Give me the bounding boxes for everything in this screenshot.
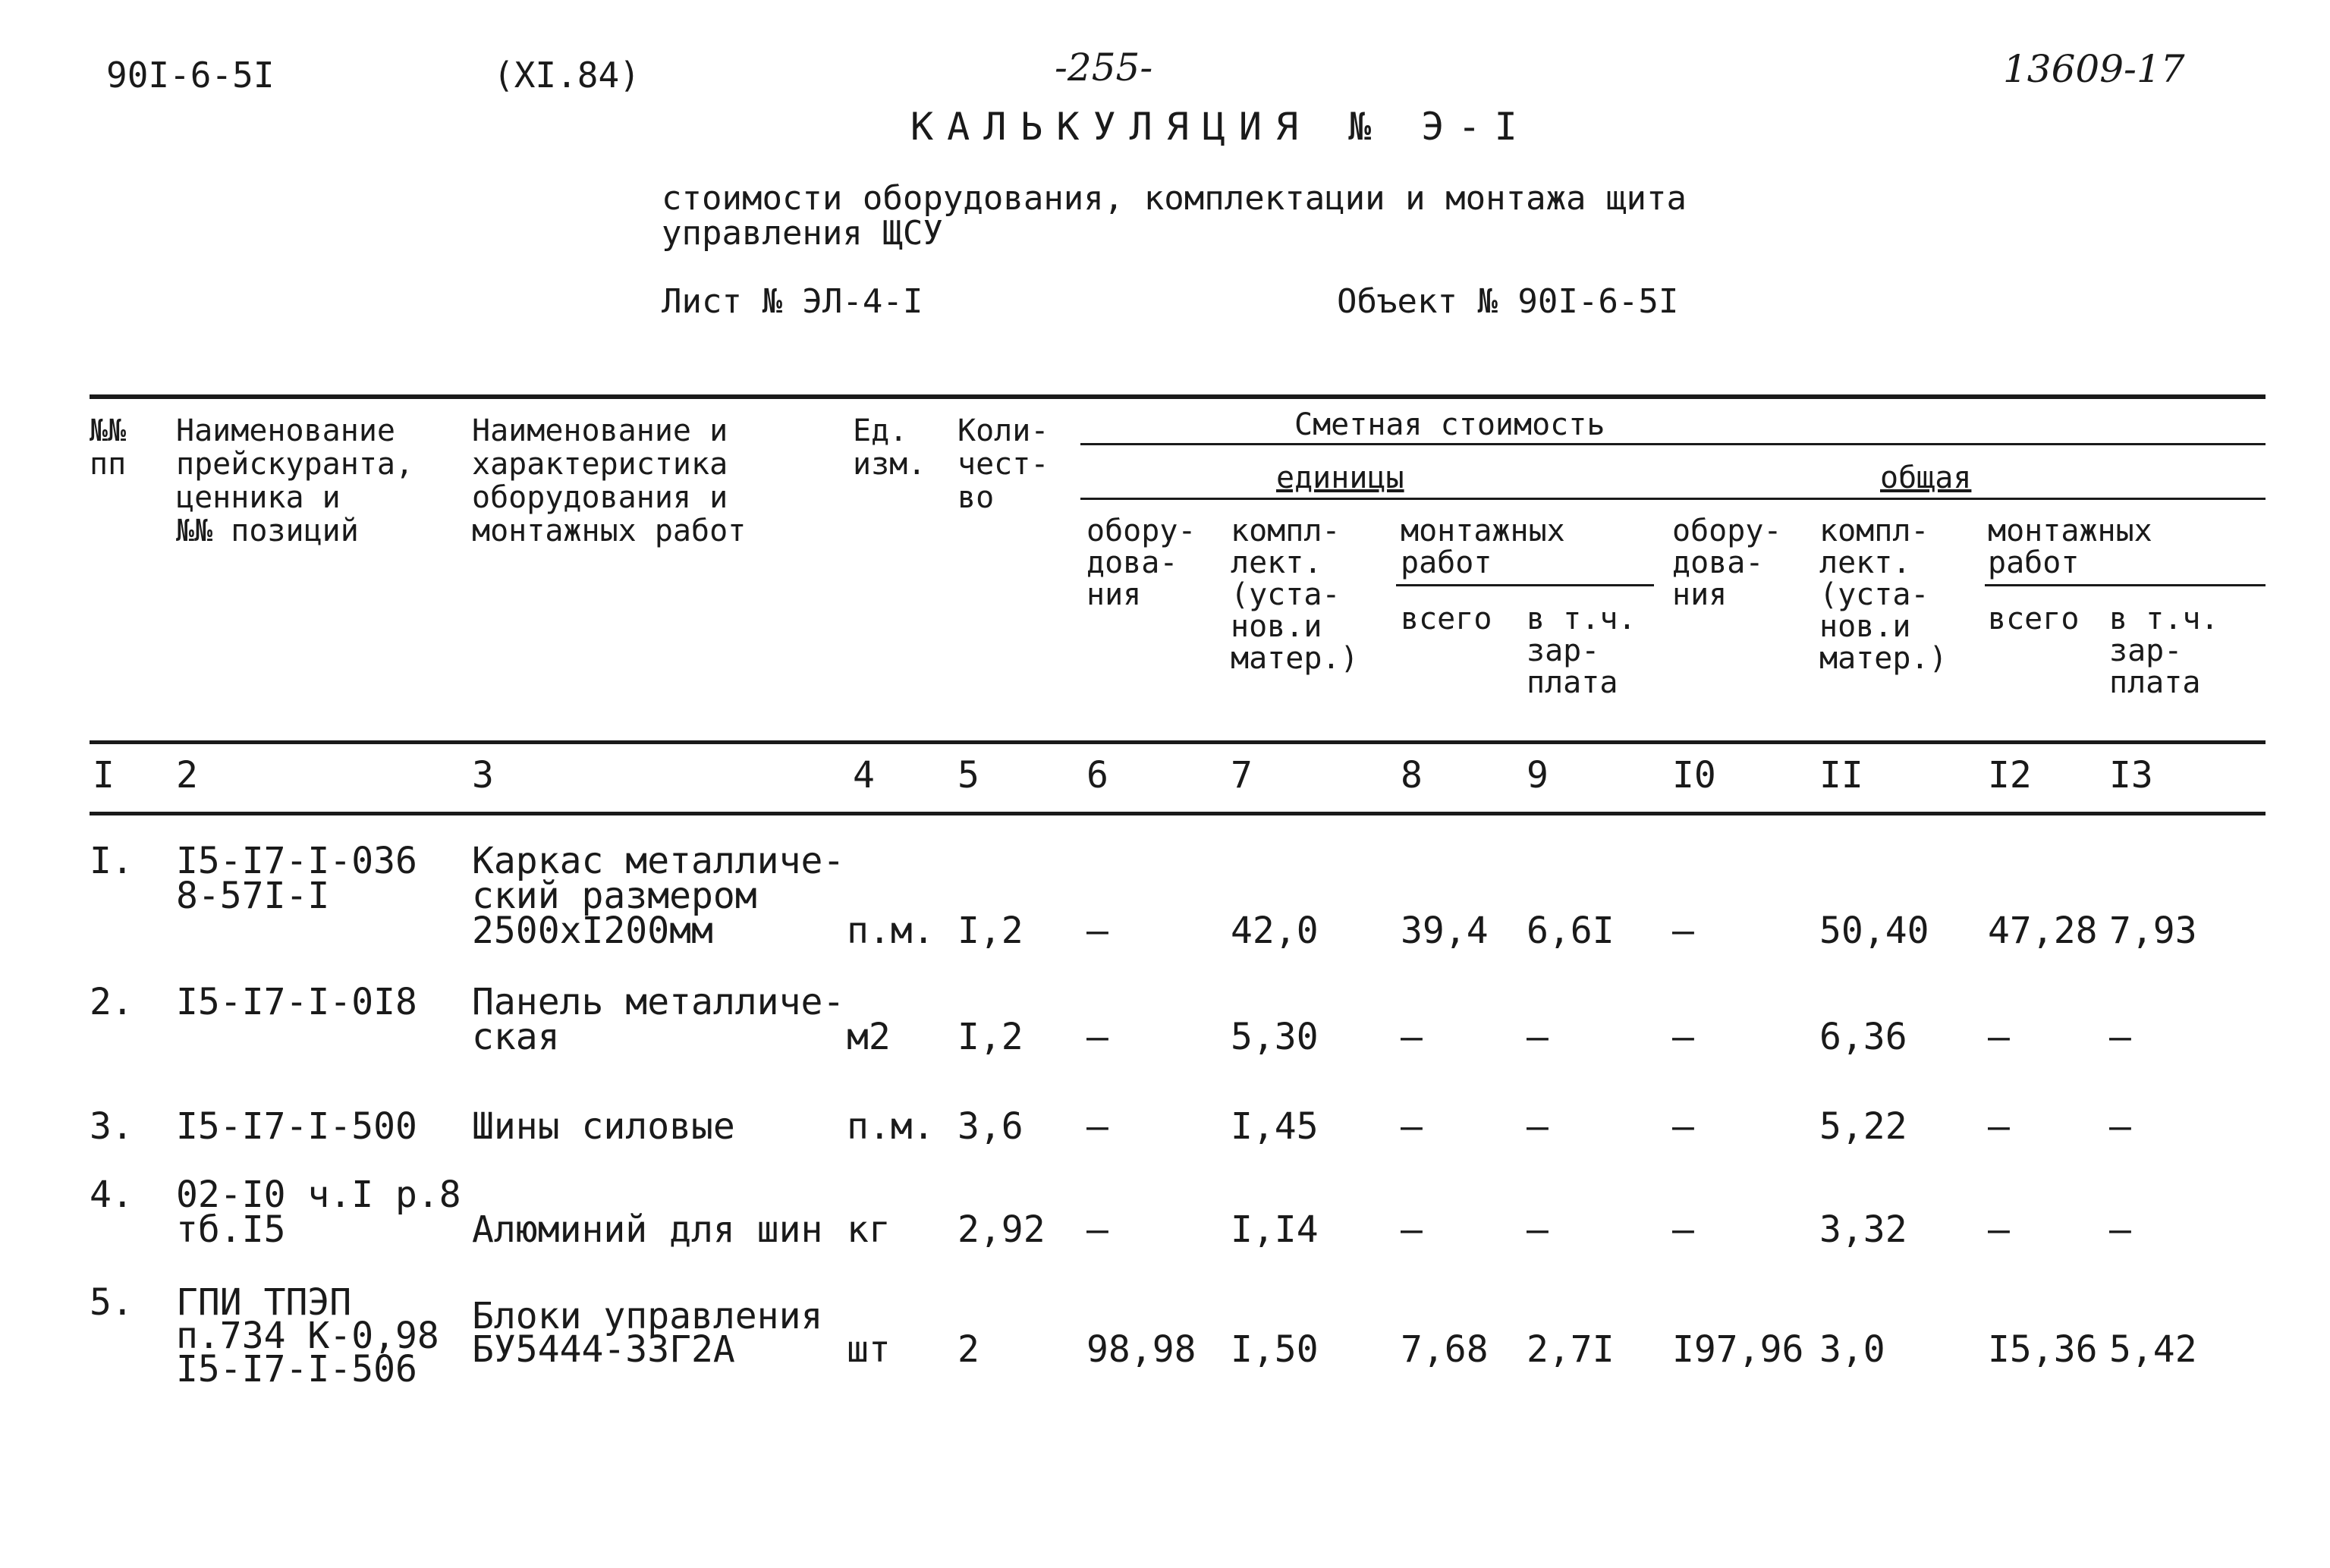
mount-rule-total [1985,584,2266,586]
unit-equipment: 98,98 [1086,1328,1196,1371]
total-complect: 3,32 [1819,1208,1907,1251]
total-mount-salary: – [2109,1105,2131,1148]
unit-mount-salary: – [1527,1016,1549,1058]
quantity: 2 [957,1328,979,1371]
total-complect: 6,36 [1819,1016,1907,1058]
header-total-mount-2: работ [1988,545,2080,580]
header-per-unit: единицы [1276,460,1404,495]
page-number: -255- [1055,46,1153,90]
column-numbers-rule [90,812,2266,815]
header-col5-line2: чест- [957,447,1049,482]
object-number: Объект № 90I-6-5I [1337,282,1679,321]
column-number: 8 [1401,754,1423,797]
unit-mount-salary: – [1527,1105,1549,1148]
unit-complect: I,I4 [1231,1208,1319,1251]
table-top-rule [90,394,2266,399]
header-total-equip-3: ния [1672,577,1728,612]
unit-mount-total: 39,4 [1401,910,1489,952]
column-number: 7 [1231,754,1253,797]
column-number: 2 [176,754,198,797]
price-code: тб.I5 [176,1208,286,1251]
price-code: I5-I7-I-500 [176,1105,417,1148]
header-total-complect-3: (уста- [1819,577,1929,612]
item-name: ский размером [472,875,757,917]
unit-mount-salary: 2,7I [1527,1328,1615,1371]
header-total-equip-1: обору- [1672,514,1782,548]
price-code: I5-I7-I-0I8 [176,981,417,1023]
subtitle-line-2: управления ЩСУ [662,214,943,253]
header-col4-line2: изм. [853,447,926,482]
quantity: 3,6 [957,1105,1024,1148]
header-total-all: всего [1988,602,2080,636]
mount-rule-unit [1396,584,1654,586]
header-unit-salary-1: в т.ч. [1527,602,1637,636]
unit: кг [847,1208,891,1251]
unit-equipment: – [1086,1208,1108,1251]
header-unit-complect-2: лект. [1231,545,1322,580]
unit: п.м. [847,910,935,952]
header-total-complect-4: нов.и [1819,609,1911,644]
header-col4-line1: Ед. [853,413,908,448]
header-col3-line1: Наименование и [472,413,728,448]
unit-complect: 42,0 [1231,910,1319,952]
unit-mount-total: – [1401,1208,1423,1251]
unit-equipment: – [1086,910,1108,952]
header-total-equip-2: дова- [1672,545,1764,580]
header-col1-line2: пп [90,447,127,482]
total-mount-salary: – [2109,1208,2131,1251]
header-unit-mount-1: монтажных [1401,514,1565,548]
item-name: ская [472,1016,560,1058]
item-name: Шины силовые [472,1105,735,1148]
header-col3-line4: монтажных работ [472,514,747,548]
unit-mount-total: – [1401,1105,1423,1148]
header-col2-line1: Наименование [176,413,395,448]
header-unit-complect-4: нов.и [1231,609,1322,644]
unit-mount-salary: – [1527,1208,1549,1251]
column-number: I2 [1988,754,2032,797]
column-number: 9 [1527,754,1549,797]
header-unit-mount-2: работ [1401,545,1492,580]
header-unit-complect-5: матер.) [1231,641,1359,676]
column-number: 3 [472,754,494,797]
total-mount-total: I5,36 [1988,1328,2098,1371]
header-total-complect-2: лект. [1819,545,1911,580]
item-name: Блоки управления [472,1295,823,1337]
item-name: Каркас металличе- [472,840,845,882]
subtitle-line-1: стоимости оборудования, комплектации и монтажа щита [662,179,1687,218]
group-rule-2 [1080,498,2266,500]
header-total-salary-3: плата [2109,665,2201,700]
column-number: 5 [957,754,979,797]
total-mount-total: – [1988,1105,2010,1148]
total-complect: 3,0 [1819,1328,1885,1371]
row-number: 5. [90,1281,134,1324]
header-total-salary-2: зар- [2109,633,2183,668]
sheet-number: Лист № ЭЛ-4-I [662,282,923,321]
header-unit-complect-3: (уста- [1231,577,1341,612]
unit-mount-total: 7,68 [1401,1328,1489,1371]
date-code: (XI.84) [493,55,640,96]
column-number: I0 [1672,754,1716,797]
column-number: 4 [853,754,875,797]
header-total-mount-1: монтажных [1988,514,2152,548]
item-name: БУ5444-33Г2А [472,1328,735,1371]
item-name: Алюминий для шин [472,1208,823,1251]
total-mount-total: 47,28 [1988,910,2098,952]
header-total-complect-5: матер.) [1819,641,1948,676]
total-equipment: – [1672,910,1694,952]
group-rule-1 [1080,443,2266,445]
header-unit-equip-3: ния [1086,577,1142,612]
header-unit-salary-3: плата [1527,665,1618,700]
header-col3-line3: оборудования и [472,480,728,515]
header-estimated-cost: Сметная стоимость [1294,407,1605,442]
unit-mount-total: – [1401,1016,1423,1058]
total-equipment: I97,96 [1672,1328,1804,1371]
column-number: II [1819,754,1863,797]
header-col2-line4: №№ позиций [176,514,359,548]
unit-complect: I,50 [1231,1328,1319,1371]
row-number: 4. [90,1174,134,1216]
price-code: I5-I7-I-506 [176,1348,417,1390]
column-number: I3 [2109,754,2153,797]
row-number: 2. [90,981,134,1023]
item-name: Панель металличе- [472,981,845,1023]
doc-code: 90I-6-5I [106,55,275,96]
unit-complect: 5,30 [1231,1016,1319,1058]
total-equipment: – [1672,1016,1694,1058]
header-col3-line2: характеристика [472,447,728,482]
total-equipment: – [1672,1208,1694,1251]
column-number: I [93,754,115,797]
unit: п.м. [847,1105,935,1148]
total-equipment: – [1672,1105,1694,1148]
archive-number: 13609-17 [2003,47,2185,91]
price-code: 8-57I-I [176,875,330,917]
total-mount-salary: 5,42 [2109,1328,2197,1371]
unit-equipment: – [1086,1016,1108,1058]
price-code: 02-I0 ч.I р.8 [176,1174,461,1216]
total-mount-salary: – [2109,1016,2131,1058]
header-unit-complect-1: компл- [1231,514,1341,548]
price-code: п.734 К-0,98 [176,1315,439,1357]
total-complect: 50,40 [1819,910,1929,952]
header-unit-all: всего [1401,602,1492,636]
header-total-salary-1: в т.ч. [2109,602,2219,636]
header-unit-equip-1: обору- [1086,514,1196,548]
price-code: ГПИ ТПЭП [176,1281,352,1324]
header-col5-line1: Коли- [957,413,1049,448]
header-unit-equip-2: дова- [1086,545,1178,580]
item-name: 2500хI200мм [472,910,713,952]
quantity: 2,92 [957,1208,1046,1251]
row-number: 3. [90,1105,134,1148]
column-number: 6 [1086,754,1108,797]
header-bottom-rule [90,740,2266,744]
header-col2-line3: ценника и [176,480,341,515]
total-mount-total: – [1988,1016,2010,1058]
header-total-complect-1: компл- [1819,514,1929,548]
header-unit-salary-2: зар- [1527,633,1600,668]
unit: м2 [847,1016,891,1058]
total-complect: 5,22 [1819,1105,1907,1148]
unit-mount-salary: 6,6I [1527,910,1615,952]
row-number: I. [90,840,134,882]
unit: шт [847,1328,891,1371]
header-col1-line1: №№ [90,413,127,448]
total-mount-total: – [1988,1208,2010,1251]
total-mount-salary: 7,93 [2109,910,2197,952]
header-col5-line3: во [957,480,995,515]
header-total: общая [1880,460,1972,495]
unit-equipment: – [1086,1105,1108,1148]
price-code: I5-I7-I-036 [176,840,417,882]
quantity: I,2 [957,1016,1024,1058]
header-col2-line2: прейскуранта, [176,447,414,482]
quantity: I,2 [957,910,1024,952]
document-title: КАЛЬКУЛЯЦИЯ № Э-I [910,105,1531,149]
unit-complect: I,45 [1231,1105,1319,1148]
